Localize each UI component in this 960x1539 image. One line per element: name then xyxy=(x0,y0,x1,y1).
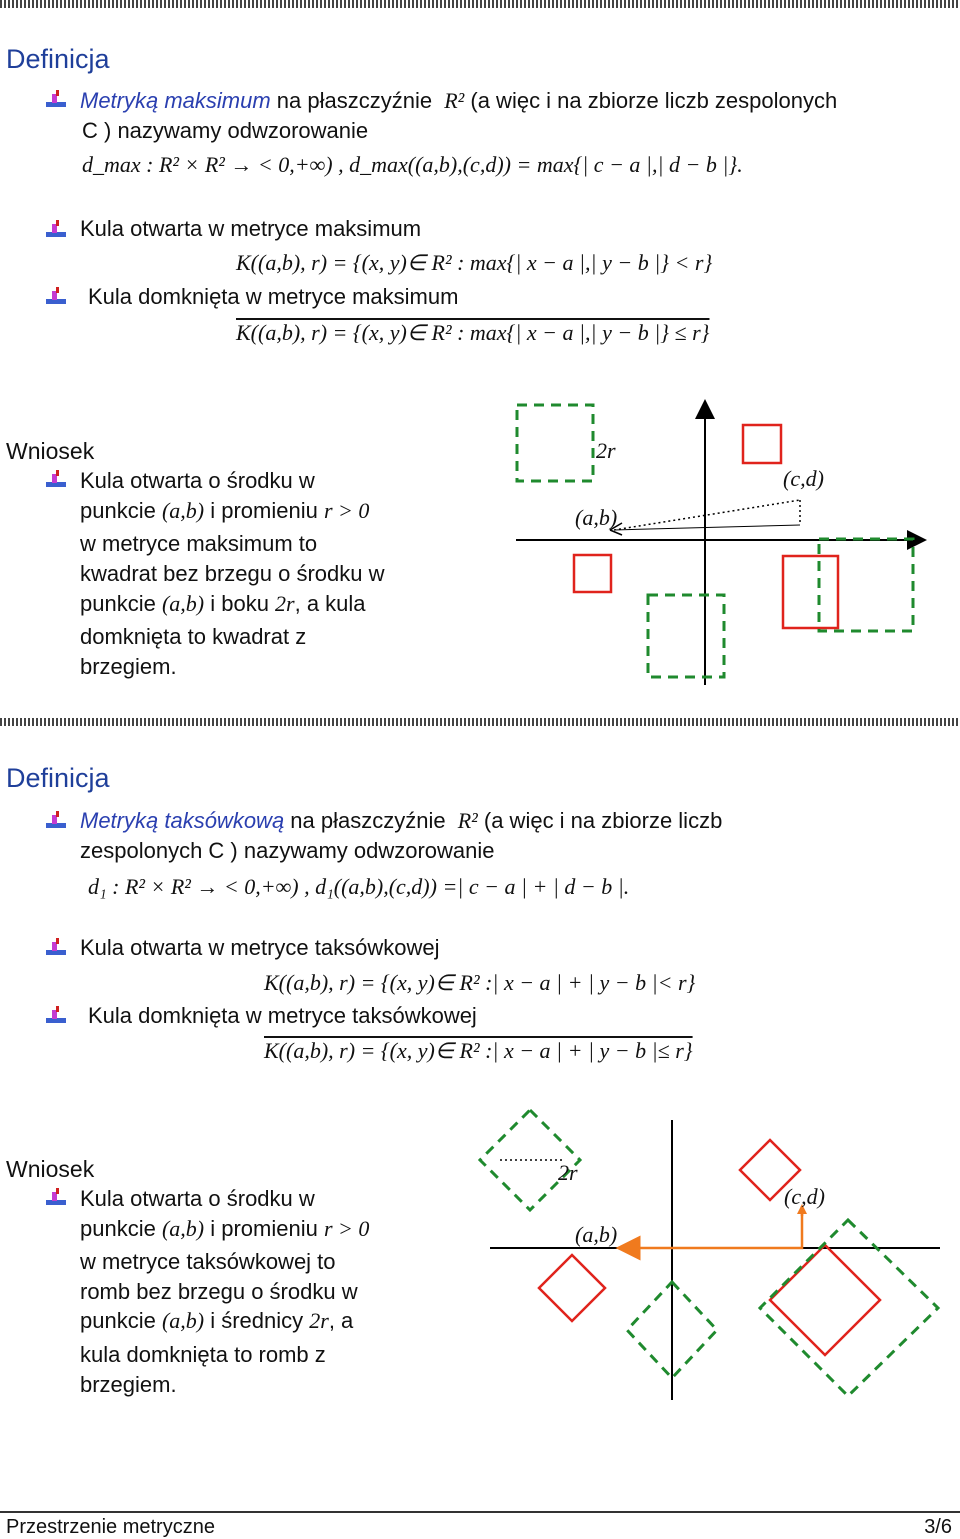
section2-definition-formula: d₁ : R² × R² → < 0,+∞) , d₁((a,b),(c,d)) =| c − a | + | d − b |. xyxy=(88,874,630,899)
fig1-label-cd: (c,d) xyxy=(783,466,824,491)
section1-closed-ball-label: Kula domknięta w metryce maksimum xyxy=(88,284,459,309)
section1-definition-line2: C ) nazywamy odwzorowanie xyxy=(82,118,369,143)
section2-heading: Definicja xyxy=(6,763,110,793)
text: , a kula xyxy=(294,591,366,616)
green-dashed-square xyxy=(517,405,593,481)
fig2-label-cd: (c,d) xyxy=(784,1184,825,1209)
definition-term: Metryką taksówkową xyxy=(80,808,285,833)
text: i boku xyxy=(204,591,276,616)
page-number: 3/6 xyxy=(924,1516,952,1538)
text: , a xyxy=(328,1308,354,1333)
pen-nib-icon xyxy=(46,287,68,307)
pen-nib-icon xyxy=(46,938,68,958)
definition-term: Metryką maksimum xyxy=(80,88,271,113)
red-square xyxy=(743,425,781,463)
text: punkcie xyxy=(80,1308,162,1333)
section2-definition-line2: zespolonych C ) nazywamy odwzorowanie xyxy=(80,838,495,863)
conclusion2-line7: brzegiem. xyxy=(80,1372,177,1397)
conclusion1-heading: Wniosek xyxy=(6,438,95,464)
conclusion1-line6: domknięta to kwadrat z xyxy=(80,624,307,649)
pen-nib-icon xyxy=(46,1188,68,1208)
footer-title: Przestrzenie metryczne xyxy=(6,1516,215,1538)
green-dashed-square xyxy=(819,539,913,631)
definition-text: na płaszczyźnie xyxy=(284,808,452,833)
text: i promieniu xyxy=(204,498,324,523)
fig1-label-ab: (a,b) xyxy=(575,505,618,530)
definition-R2: R² xyxy=(457,808,478,833)
section2-open-ball-formula: K((a,b), r) = {(x, y)∈ R² :| x − a | + | y − b |< r} xyxy=(264,970,696,995)
point-ab: (a,b) xyxy=(161,498,205,523)
pen-nib-icon xyxy=(46,470,68,490)
text: punkcie xyxy=(80,591,162,616)
distance-line xyxy=(614,525,800,530)
point-ab: (a,b) xyxy=(161,1308,205,1333)
conclusion2-heading: Wniosek xyxy=(6,1156,95,1182)
top-border xyxy=(0,0,960,8)
definition-text: na płaszczyźnie xyxy=(270,88,439,113)
taxicab-metric-figure xyxy=(470,1100,950,1410)
text: i średnicy xyxy=(204,1308,310,1333)
point-ab: (a,b) xyxy=(161,591,205,616)
pen-nib-icon xyxy=(46,220,68,240)
diameter-2r: 2r xyxy=(309,1308,329,1333)
pen-nib-icon xyxy=(46,1006,68,1026)
taxicab-path xyxy=(618,1210,802,1248)
red-rhombus xyxy=(539,1255,605,1321)
radius-condition: r > 0 xyxy=(323,1216,370,1241)
conclusion2-line1: Kula otwarta o środku w xyxy=(80,1186,315,1211)
section1-closed-ball-formula: K((a,b), r) = {(x, y)∈ R² : max{| x − a |,| y − b |} ≤ r} xyxy=(236,320,710,345)
section2-open-ball-label: Kula otwarta w metryce taksówkowej xyxy=(80,935,440,960)
text: punkcie xyxy=(80,498,162,523)
fig1-label-2r: 2r xyxy=(596,438,616,463)
section1-definition-line1 xyxy=(80,88,837,114)
pen-nib-icon xyxy=(46,811,68,831)
section2-closed-ball-label: Kula domknięta w metryce taksówkowej xyxy=(88,1003,477,1028)
green-dashed-rhombus xyxy=(760,1220,938,1396)
conclusion1-line4: kwadrat bez brzegu o środku w xyxy=(80,561,385,586)
definition-text: (a więc i na zbiorze liczb xyxy=(477,808,723,833)
section2-closed-ball-formula: K((a,b), r) = {(x, y)∈ R² :| x − a | + | y − b |≤ r} xyxy=(264,1038,693,1063)
section1-heading: Definicja xyxy=(6,44,110,74)
conclusion2-line5 xyxy=(80,1308,353,1334)
conclusion1-line1: Kula otwarta o środku w xyxy=(80,468,315,493)
conclusion1-line5 xyxy=(80,591,366,617)
text: punkcie xyxy=(80,1216,162,1241)
side-2r: 2r xyxy=(275,591,295,616)
green-dashed-square xyxy=(648,595,724,677)
separator xyxy=(0,718,960,726)
section1-open-ball-label: Kula otwarta w metryce maksimum xyxy=(80,216,422,241)
definition-R2: R² xyxy=(444,88,465,113)
max-metric-figure xyxy=(500,395,940,685)
fig2-label-2r: 2r xyxy=(558,1160,578,1185)
conclusion1-line2 xyxy=(80,498,369,524)
red-rhombus xyxy=(770,1245,880,1355)
red-square xyxy=(574,555,611,592)
text: i promieniu xyxy=(204,1216,324,1241)
conclusion2-line2 xyxy=(80,1216,369,1242)
conclusion2-line3: w metryce taksówkowej to xyxy=(80,1249,336,1274)
conclusion1-line3: w metryce maksimum to xyxy=(80,531,318,556)
section1-definition-formula: d_max : R² × R² → < 0,+∞) , d_max((a,b),(c,d)) = max{| c − a |,| d − b |}. xyxy=(82,152,743,177)
conclusion2-line4: romb bez brzegu o środku w xyxy=(80,1279,358,1304)
conclusion2-line6: kula domknięta to romb z xyxy=(80,1342,326,1367)
fig2-label-ab: (a,b) xyxy=(575,1222,618,1247)
red-square xyxy=(783,556,838,628)
pen-nib-icon xyxy=(46,90,68,110)
conclusion1-line7: brzegiem. xyxy=(80,654,177,679)
section1-open-ball-formula: K((a,b), r) = {(x, y)∈ R² : max{| x − a |,| y − b |} < r} xyxy=(236,250,713,275)
footer-rule xyxy=(0,1511,960,1513)
definition-text: (a więc i na zbiorze liczb zespolonych xyxy=(464,88,838,113)
radius-condition: r > 0 xyxy=(323,498,370,523)
section2-definition-line1 xyxy=(80,808,722,834)
point-ab: (a,b) xyxy=(161,1216,205,1241)
